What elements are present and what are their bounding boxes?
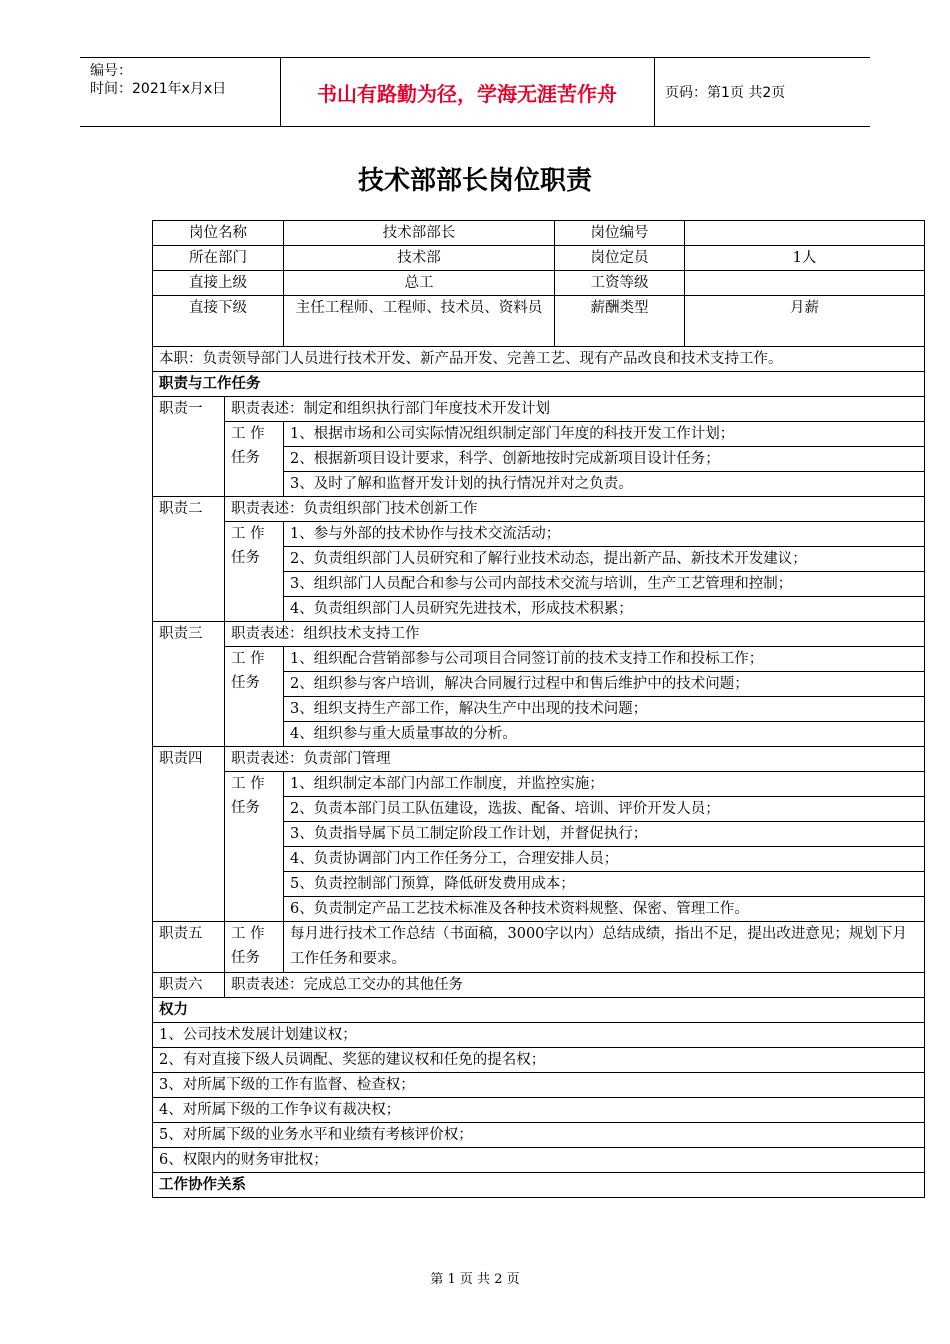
duty-description: 职责表述：负责组织部门技术创新工作 bbox=[225, 497, 925, 522]
duty-row bbox=[153, 973, 925, 998]
info-row bbox=[153, 296, 925, 347]
number-label: 编号： bbox=[90, 63, 132, 79]
duty-task: 3、负责指导属下员工制定阶段工作计划，并督促执行； bbox=[284, 822, 925, 847]
duty-task: 4、负责组织部门人员研究先进技术，形成技术积累； bbox=[284, 597, 925, 622]
power-item: 1、公司技术发展计划建议权； bbox=[153, 1023, 925, 1048]
duty-name: 职责六 bbox=[153, 973, 225, 998]
duty-task: 1、组织配合营销部参与公司项目合同签订前的技术支持工作和投标工作； bbox=[284, 647, 925, 672]
duties-heading: 职责与工作任务 bbox=[153, 372, 925, 397]
info-value bbox=[685, 271, 925, 296]
duty-name: 职责五 bbox=[153, 922, 225, 973]
powers-body bbox=[153, 1023, 925, 1173]
info-value: 技术部 bbox=[284, 246, 555, 271]
task-row bbox=[153, 422, 925, 447]
power-item: 3、对所属下级的工作有监督、检查权； bbox=[153, 1073, 925, 1098]
task-label: 工 作 任务 bbox=[225, 772, 284, 922]
duty-row bbox=[153, 497, 925, 522]
info-row bbox=[153, 271, 925, 296]
job-summary: 本职：负责领导部门人员进行技术开发、新产品开发、完善工艺、现有产品改良和技术支持工作。 bbox=[153, 347, 925, 372]
page-info: 页码：第1页 共2页 bbox=[665, 85, 786, 101]
duty-description: 职责表述：组织技术支持工作 bbox=[225, 622, 925, 647]
duty-name: 职责三 bbox=[153, 622, 225, 747]
duty-task: 2、负责组织部门人员研究和了解行业技术动态，提出新产品、新技术开发建议； bbox=[284, 547, 925, 572]
power-row bbox=[153, 1123, 925, 1148]
power-item: 4、对所属下级的工作争议有裁决权； bbox=[153, 1098, 925, 1123]
info-label: 工资等级 bbox=[555, 271, 685, 296]
power-item: 5、对所属下级的业务水平和业绩有考核评价权； bbox=[153, 1123, 925, 1148]
info-value: 月薪 bbox=[685, 296, 925, 347]
cooperation-heading: 工作协作关系 bbox=[153, 1173, 925, 1198]
task-row bbox=[153, 772, 925, 797]
powers-heading: 权力 bbox=[153, 998, 925, 1023]
duty-task: 5、负责控制部门预算，降低研发费用成本； bbox=[284, 872, 925, 897]
section-row bbox=[153, 998, 925, 1023]
page-footer: 第 1 页 共 2 页 bbox=[430, 1272, 520, 1287]
task-row bbox=[153, 522, 925, 547]
info-label: 岗位定员 bbox=[555, 246, 685, 271]
duty-task: 2、根据新项目设计要求，科学、创新地按时完成新项目设计任务； bbox=[284, 447, 925, 472]
task-label: 工 作 任务 bbox=[225, 522, 284, 622]
task-row bbox=[153, 647, 925, 672]
info-value: 1人 bbox=[685, 246, 925, 271]
job-duty-table bbox=[152, 220, 925, 1198]
power-row bbox=[153, 1098, 925, 1123]
info-label: 岗位编号 bbox=[555, 221, 685, 246]
info-row bbox=[153, 246, 925, 271]
summary-row bbox=[153, 347, 925, 372]
duty-name: 职责二 bbox=[153, 497, 225, 622]
info-label: 直接上级 bbox=[153, 271, 284, 296]
duty-row bbox=[153, 397, 925, 422]
duty-task: 1、组织制定本部门内部工作制度，并监控实施； bbox=[284, 772, 925, 797]
power-row bbox=[153, 1073, 925, 1098]
info-label: 薪酬类型 bbox=[555, 296, 685, 347]
duty-task: 4、负责协调部门内工作任务分工，合理安排人员； bbox=[284, 847, 925, 872]
motto: 书山有路勤为径，学海无涯苦作舟 bbox=[317, 81, 617, 106]
duty-task: 1、根据市场和公司实际情况组织制定部门年度的科技开发工作计划； bbox=[284, 422, 925, 447]
duty-row bbox=[153, 922, 925, 973]
info-value: 总工 bbox=[284, 271, 555, 296]
duty-task: 2、组织参与客户培训，解决合同履行过程中和售后维护中的技术问题； bbox=[284, 672, 925, 697]
duty-name: 职责一 bbox=[153, 397, 225, 497]
info-label: 所在部门 bbox=[153, 246, 284, 271]
info-value bbox=[685, 221, 925, 246]
header-divider bbox=[654, 58, 655, 126]
duty-description: 职责表述：完成总工交办的其他任务 bbox=[225, 973, 925, 998]
document-header bbox=[80, 57, 870, 127]
duty-task: 1、参与外部的技术协作与技术交流活动； bbox=[284, 522, 925, 547]
info-label: 岗位名称 bbox=[153, 221, 284, 246]
duty-task: 3、组织支持生产部工作，解决生产中出现的技术问题； bbox=[284, 697, 925, 722]
task-label: 工 作 任务 bbox=[225, 422, 284, 497]
page-title: 技术部部长岗位职责 bbox=[357, 166, 592, 196]
power-item: 2、有对直接下级人员调配、奖惩的建议权和任免的提名权； bbox=[153, 1048, 925, 1073]
section-row bbox=[153, 1173, 925, 1198]
duty-name: 职责四 bbox=[153, 747, 225, 922]
duty-description: 职责表述：负责部门管理 bbox=[225, 747, 925, 772]
power-row bbox=[153, 1148, 925, 1173]
duty-task: 4、组织参与重大质量事故的分析。 bbox=[284, 722, 925, 747]
info-label: 直接下级 bbox=[153, 296, 284, 347]
duty-row bbox=[153, 747, 925, 772]
duty-task: 3、组织部门人员配合和参与公司内部技术交流与培训，生产工艺管理和控制； bbox=[284, 572, 925, 597]
power-item: 6、权限内的财务审批权； bbox=[153, 1148, 925, 1173]
info-value: 主任工程师、工程师、技术员、资料员 bbox=[284, 296, 555, 347]
duty-task: 每月进行技术工作总结（书面稿，3000字以内）总结成绩，指出不足，提出改进意见；规划下月工作任务和要求。 bbox=[284, 922, 925, 973]
power-row bbox=[153, 1048, 925, 1073]
task-label: 工 作 任务 bbox=[225, 922, 284, 973]
duty-row bbox=[153, 622, 925, 647]
task-label: 工 作 任务 bbox=[225, 647, 284, 747]
date-label: 时间：2021年x月x日 bbox=[90, 81, 227, 97]
duty-description: 职责表述：制定和组织执行部门年度技术开发计划 bbox=[225, 397, 925, 422]
section-row bbox=[153, 372, 925, 397]
duty-task: 2、负责本部门员工队伍建设，选拔、配备、培训、评价开发人员； bbox=[284, 797, 925, 822]
power-row bbox=[153, 1023, 925, 1048]
duties-body bbox=[153, 397, 925, 922]
duty-task: 6、负责制定产品工艺技术标准及各种技术资料规整、保密、管理工作。 bbox=[284, 897, 925, 922]
duty-task: 3、及时了解和监督开发计划的执行情况并对之负责。 bbox=[284, 472, 925, 497]
info-value: 技术部部长 bbox=[284, 221, 555, 246]
header-meta bbox=[90, 62, 226, 98]
info-row bbox=[153, 221, 925, 246]
